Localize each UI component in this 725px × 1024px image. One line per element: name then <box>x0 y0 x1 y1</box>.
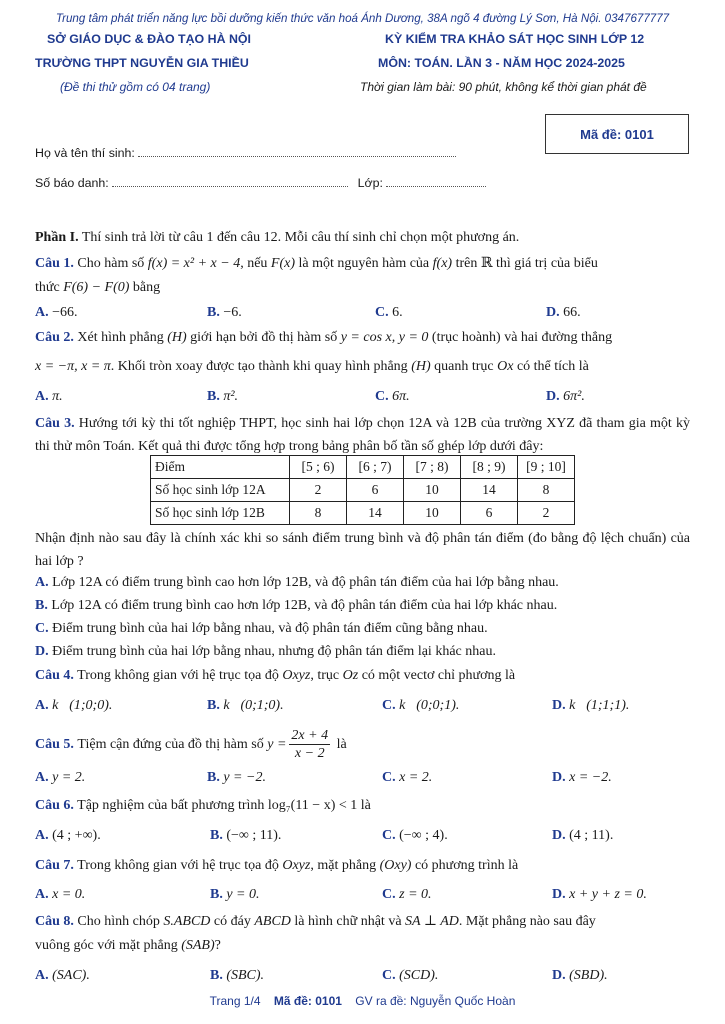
option-letter: C. <box>382 887 396 902</box>
q8-option-b[interactable] <box>210 968 264 984</box>
q7-option-c[interactable] <box>382 887 432 903</box>
q1-text: bằng <box>132 280 161 295</box>
q7-option-a[interactable] <box>35 887 85 903</box>
option-text: (−∞ ; 4). <box>399 828 448 843</box>
option-text: (SAC). <box>52 968 90 983</box>
page-footer <box>0 994 725 1008</box>
q1-text: Cho hàm số <box>77 256 145 271</box>
option-text: 6. <box>392 305 403 320</box>
q8-line2 <box>35 938 221 954</box>
q4-formula: Oxyz <box>282 668 311 683</box>
q1-option-b[interactable] <box>207 305 242 321</box>
class-blank <box>386 176 486 187</box>
q7-label: Câu 7. <box>35 858 74 873</box>
distribution-table <box>150 455 575 525</box>
q5-text: Tiệm cận đứng của đồ thị hàm số <box>77 736 264 752</box>
student-id-field <box>35 176 486 190</box>
table-cell: 8 <box>290 502 347 525</box>
option-text: k⃗(0;0;1). <box>399 698 460 713</box>
option-letter: B. <box>207 698 220 713</box>
option-letter: A. <box>35 389 49 404</box>
option-text: 6π. <box>392 389 410 404</box>
option-letter: B. <box>35 598 48 613</box>
table-cell: 10 <box>404 502 461 525</box>
table-row <box>151 502 575 525</box>
q2-line2 <box>35 359 589 375</box>
option-letter: A. <box>35 770 49 785</box>
q7-stem <box>35 858 518 874</box>
q2-text: giới hạn bởi đồ thị hàm số <box>190 330 338 345</box>
option-letter: A. <box>35 575 49 590</box>
option-letter: B. <box>207 389 220 404</box>
table-cell: 6 <box>347 479 404 502</box>
q2-option-a[interactable] <box>35 389 63 405</box>
subject-line: MÔN: TOÁN. LẦN 3 - NĂM HỌC 2024-2025 <box>378 56 625 70</box>
option-text: k⃗(1;0;0). <box>52 698 113 713</box>
q7-formula: Oxyz <box>282 858 311 873</box>
option-text: −6. <box>223 305 242 320</box>
option-letter: C. <box>382 968 396 983</box>
q8-option-c[interactable] <box>382 968 438 984</box>
table-cell: Điểm <box>151 456 290 479</box>
option-text: y = 2. <box>52 770 86 785</box>
table-cell: [5 ; 6) <box>290 456 347 479</box>
q1-line1 <box>35 255 598 272</box>
student-name-label: Họ và tên thí sinh: <box>35 146 135 160</box>
option-letter: B. <box>210 887 223 902</box>
q8-formula: ABCD <box>254 914 291 929</box>
q7-formula: (Oxy) <box>379 858 412 873</box>
option-letter: B. <box>210 828 223 843</box>
q8-text: có đáy <box>213 914 251 929</box>
student-name-field <box>35 146 456 160</box>
option-letter: D. <box>546 389 560 404</box>
q4-text: , trục <box>310 668 340 683</box>
q2-option-d[interactable] <box>546 389 585 405</box>
q3-option-a[interactable] <box>35 575 559 591</box>
center-info: Trung tâm phát triển năng lực bồi dưỡng kiến thức văn hoá Ánh Dương, 38A ngõ 4 đường Lý Sơn, Hà Nội. 0347677777 <box>55 12 670 25</box>
q2-formula: Ox <box>497 359 514 374</box>
option-text: (4 ; +∞). <box>52 828 101 843</box>
table-row <box>151 479 575 502</box>
option-letter: D. <box>552 887 566 902</box>
q5-label: Câu 5. <box>35 736 74 752</box>
option-text: x = 2. <box>399 770 433 785</box>
option-text: y = −2. <box>223 770 266 785</box>
table-cell: Số học sinh lớp 12A <box>151 479 290 502</box>
q4-option-a[interactable] <box>35 698 112 714</box>
q1-line2 <box>35 280 160 296</box>
q5-stem <box>35 727 347 762</box>
q2-option-c[interactable] <box>375 389 410 405</box>
q1-option-c[interactable] <box>375 305 403 321</box>
option-letter: A. <box>35 887 49 902</box>
q1-label: Câu 1. <box>35 256 74 271</box>
option-text: (SBD). <box>569 968 608 983</box>
option-text: (4 ; 11). <box>569 828 614 843</box>
table-cell: 8 <box>518 479 575 502</box>
option-text: −66. <box>52 305 78 320</box>
q8-formula: SA ⊥ AD <box>405 914 459 929</box>
q2-text: quanh trục <box>434 359 494 374</box>
student-id-label: Số báo danh: <box>35 176 109 190</box>
q4-text: có một vectơ chỉ phương là <box>361 668 516 683</box>
q2-formula: y = cos x, y = 0 <box>340 330 429 345</box>
option-text: Lớp 12A có điểm trung bình cao hơn lớp 12B, và độ phân tán điểm của hai lớp khác nhau. <box>51 598 558 613</box>
q8-formula: (SAB) <box>181 938 215 953</box>
class-label: Lớp: <box>357 176 383 190</box>
option-letter: D. <box>552 770 566 785</box>
table-cell: [8 ; 9) <box>461 456 518 479</box>
q5-option-d[interactable] <box>552 770 612 786</box>
q8-text: Cho hình chóp <box>77 914 160 929</box>
q4-option-d[interactable] <box>552 698 629 714</box>
option-letter: D. <box>552 828 566 843</box>
option-text: π². <box>223 389 239 404</box>
option-text: 6π². <box>563 389 585 404</box>
q8-text: . Mặt phẳng nào sau đây <box>458 914 596 929</box>
q3-option-d[interactable] <box>35 644 496 660</box>
q2-text: (trục hoành) và hai đường thẳng <box>431 330 613 345</box>
exam-name: KỲ KIỂM TRA KHẢO SÁT HỌC SINH LỚP 12 <box>385 32 645 46</box>
q4-option-b[interactable] <box>207 698 284 714</box>
q1-text: trên ℝ thì giá trị của biểu <box>455 256 598 271</box>
fraction-numerator: 2x + 4 <box>291 728 329 743</box>
q5-text: là <box>336 736 347 752</box>
fraction-denominator: x − 2 <box>294 746 325 761</box>
q1-formula: F(6) − F(0) <box>63 280 130 295</box>
q2-formula: x = −π, x = π <box>35 359 111 374</box>
q2-text: có thể tích là <box>516 359 589 374</box>
option-text: (−∞ ; 11). <box>226 828 282 843</box>
option-text: Lớp 12A có điểm trung bình cao hơn lớp 12B, và độ phân tán điểm của hai lớp bằng nhau. <box>52 575 559 590</box>
q8-text: ? <box>214 938 221 953</box>
q6-option-b[interactable] <box>210 828 281 844</box>
option-text: x = −2. <box>569 770 612 785</box>
q6-option-a[interactable] <box>35 828 101 844</box>
department-name: SỞ GIÁO DỤC & ĐÀO TẠO HÀ NỘI <box>47 32 252 46</box>
option-letter: C. <box>375 389 389 404</box>
footer-page: Trang 1/4 <box>209 994 261 1008</box>
table-cell: 14 <box>347 502 404 525</box>
q4-stem <box>35 668 515 684</box>
q8-label: Câu 8. <box>35 914 74 929</box>
part1-instruction: Thí sinh trả lời từ câu 1 đến câu 12. Mỗi câu thí sinh chỉ chọn một phương án. <box>81 230 520 245</box>
q5-formula: y = <box>267 736 287 752</box>
q7-option-b[interactable] <box>210 887 260 903</box>
q7-text: Trong không gian với hệ trục tọa độ <box>77 858 279 873</box>
q2-line1 <box>35 330 612 346</box>
option-letter: C. <box>35 621 49 636</box>
q2-label: Câu 2. <box>35 330 74 345</box>
option-letter: C. <box>382 698 396 713</box>
table-cell: [9 ; 10] <box>518 456 575 479</box>
option-letter: C. <box>382 770 396 785</box>
school-name: TRƯỜNG THPT NGUYỄN GIA THIỀU <box>35 56 249 70</box>
q8-text: vuông góc với mặt phẳng <box>35 938 178 953</box>
table-cell: 2 <box>518 502 575 525</box>
q6-option-d[interactable] <box>552 828 613 844</box>
q1-text: là một nguyên hàm của <box>298 256 430 271</box>
option-letter: A. <box>35 968 49 983</box>
part1-title: Phần I. <box>35 230 79 245</box>
q8-line1 <box>35 913 596 930</box>
option-text: (SBC). <box>226 968 265 983</box>
q1-text: thức <box>35 280 60 295</box>
time-note: Thời gian làm bài: 90 phút, không kể thời gian phát đề <box>360 80 647 94</box>
part1-header <box>35 230 519 246</box>
option-letter: A. <box>35 305 49 320</box>
q8-option-a[interactable] <box>35 968 90 984</box>
q1-text: , nếu <box>240 256 268 271</box>
q5-option-a[interactable] <box>35 770 85 786</box>
option-text: x = 0. <box>52 887 86 902</box>
q2-text: . Khối tròn xoay được tạo thành khi quay hình phẳng <box>110 359 408 374</box>
exam-code-box: Mã đề: 0101 <box>545 114 689 154</box>
student-id-blank <box>112 176 348 187</box>
option-text: z = 0. <box>399 887 432 902</box>
option-text: 66. <box>563 305 581 320</box>
option-text: Điểm trung bình của hai lớp bằng nhau, và độ phân tán điểm cũng bằng nhau. <box>52 621 488 636</box>
q1-formula: f(x) = x² + x − 4 <box>147 256 241 271</box>
table-cell: [7 ; 8) <box>404 456 461 479</box>
q2-option-b[interactable] <box>207 389 238 405</box>
q4-label: Câu 4. <box>35 668 74 683</box>
q6-text: Tập nghiệm của bất phương trình <box>77 798 265 813</box>
q6-option-c[interactable] <box>382 828 448 844</box>
option-text: y = 0. <box>226 887 260 902</box>
option-letter: D. <box>552 698 566 713</box>
q3-label: Câu 3. <box>35 416 75 431</box>
option-text: Điểm trung bình của hai lớp bằng nhau, nhưng độ phân tán điểm lại khác nhau. <box>52 644 496 659</box>
option-text: k⃗(1;1;1). <box>569 698 630 713</box>
q4-option-c[interactable] <box>382 698 459 714</box>
table-cell: 6 <box>461 502 518 525</box>
student-name-blank <box>138 146 456 157</box>
q6-text: là <box>360 798 371 813</box>
footer-author: GV ra đề: Nguyễn Quốc Hoàn <box>355 994 516 1008</box>
q3-stem <box>35 412 690 458</box>
table-cell: 10 <box>404 479 461 502</box>
pages-note: (Đề thi thử gồm có 04 trang) <box>60 80 211 94</box>
q8-option-d[interactable] <box>552 968 608 984</box>
q3-option-c[interactable] <box>35 621 488 637</box>
q3-option-b[interactable] <box>35 598 557 614</box>
option-letter: C. <box>382 828 396 843</box>
option-letter: D. <box>546 305 560 320</box>
q7-text: có phương trình là <box>414 858 519 873</box>
q2-text: Xét hình phẳng <box>77 330 164 345</box>
q7-option-d[interactable] <box>552 887 647 903</box>
q1-formula: F(x) <box>270 256 296 271</box>
q6-label: Câu 6. <box>35 798 74 813</box>
option-letter: C. <box>375 305 389 320</box>
q8-formula: S.ABCD <box>163 914 211 929</box>
q5-option-c[interactable] <box>382 770 432 786</box>
q2-formula: (H) <box>411 359 431 374</box>
q1-option-d[interactable] <box>546 305 581 321</box>
q3-text: Hướng tới kỳ thi tốt nghiệp THPT, học sinh hai lớp chọn 12A và 12B của trường XYZ đã tham gia một kỳ thi thử môn Toán. Kết quả thi được tổng hợp trong bảng phân bố tần số ghép lớp dưới đây: <box>35 416 691 454</box>
q5-fraction <box>289 727 330 762</box>
q8-text: là hình chữ nhật và <box>294 914 402 929</box>
option-letter: A. <box>35 698 49 713</box>
option-letter: B. <box>210 968 223 983</box>
q3-question: Nhận định nào sau đây là chính xác khi so sánh điểm trung bình và độ phân tán điểm (đo bằng độ lệch chuẩn) của hai lớp ? <box>35 531 690 569</box>
q6-stem <box>35 798 371 814</box>
q7-text: , mặt phẳng <box>310 858 377 873</box>
footer-code: Mã đề: 0101 <box>273 994 342 1008</box>
option-letter: D. <box>35 644 49 659</box>
option-letter: B. <box>207 305 220 320</box>
q4-text: Trong không gian với hệ trục tọa độ <box>77 668 279 683</box>
option-text: x + y + z = 0. <box>569 887 647 902</box>
option-letter: A. <box>35 828 49 843</box>
option-text: (SCD). <box>399 968 439 983</box>
q2-formula: (H) <box>167 330 187 345</box>
q6-formula: log₇(11 − x) < 1 <box>267 798 358 813</box>
q1-option-a[interactable] <box>35 305 78 321</box>
q4-formula: Oz <box>342 668 359 683</box>
table-cell: Số học sinh lớp 12B <box>151 502 290 525</box>
table-cell: 14 <box>461 479 518 502</box>
table-header-row <box>151 456 575 479</box>
q5-option-b[interactable] <box>207 770 266 786</box>
table-cell: [6 ; 7) <box>347 456 404 479</box>
option-letter: D. <box>552 968 566 983</box>
option-text: k⃗(0;1;0). <box>223 698 284 713</box>
q1-formula: f(x) <box>432 256 453 271</box>
option-letter: B. <box>207 770 220 785</box>
option-text: π. <box>52 389 63 404</box>
table-cell: 2 <box>290 479 347 502</box>
